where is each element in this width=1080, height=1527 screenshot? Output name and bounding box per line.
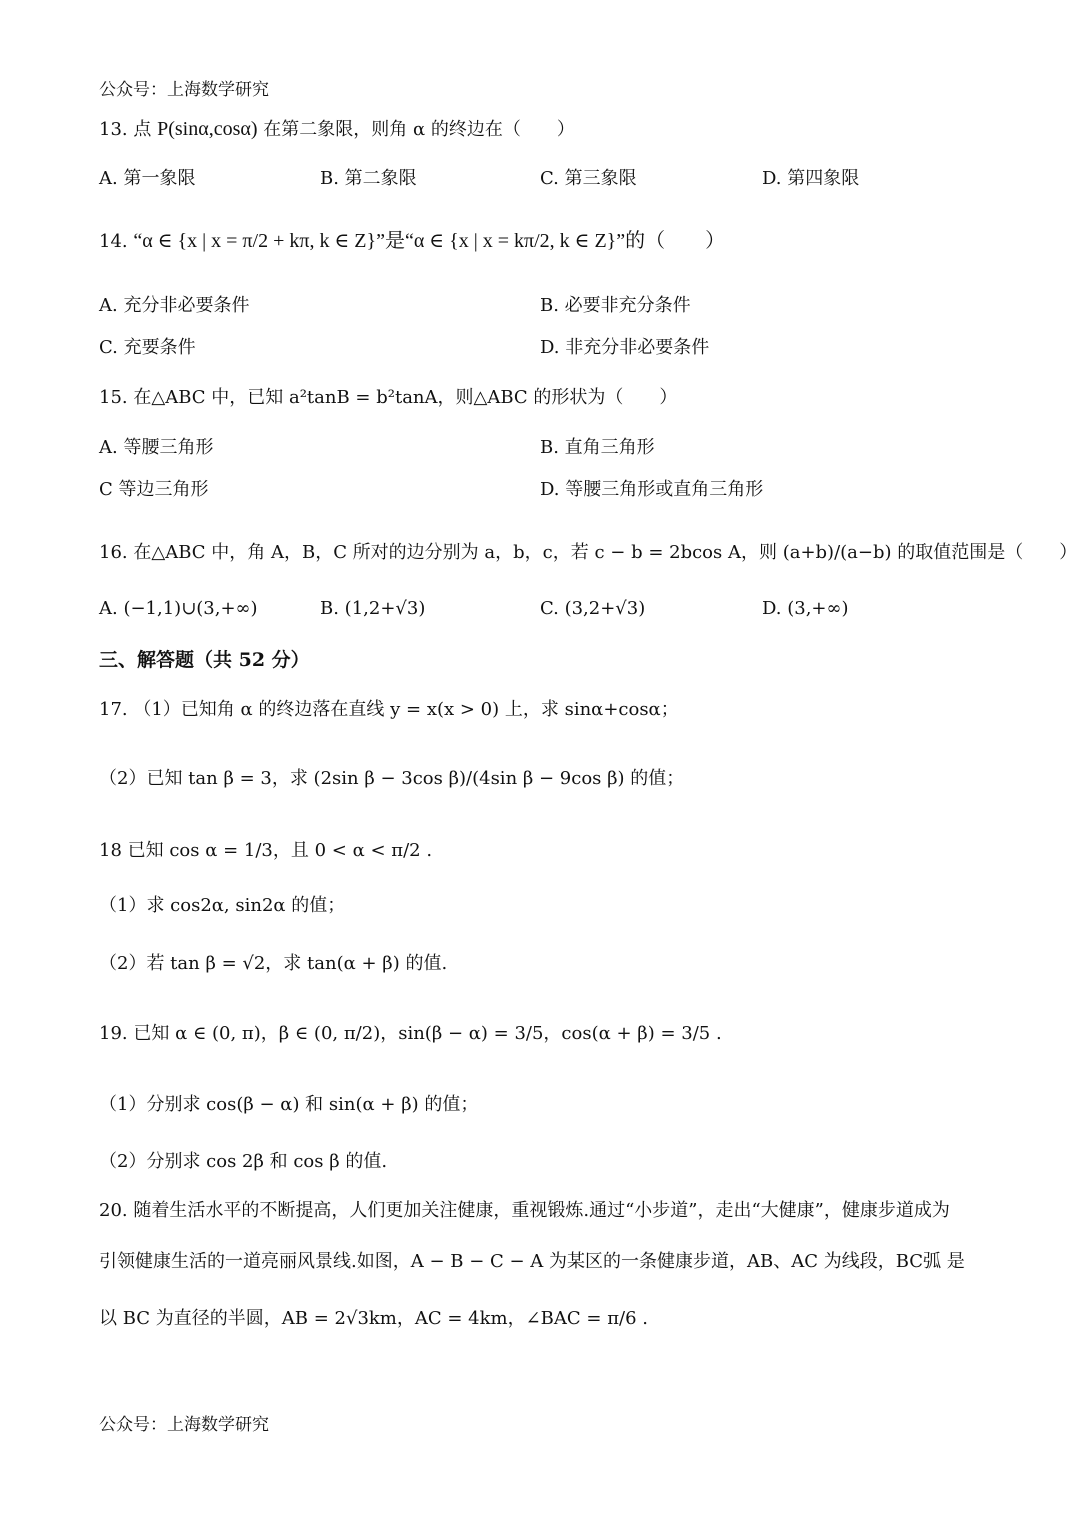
question-15-stem: 15. 在△ABC 中，已知 a²tanB = b²tanA，则△ABC 的形状为（ ）	[99, 387, 678, 408]
q15-option-c: C 等边三角形	[99, 479, 209, 500]
q19-part-1: （1）分别求 cos(β − α) 和 sin(α + β) 的值；	[99, 1094, 479, 1115]
q16-option-b: B. (1,2+√3)	[320, 598, 426, 619]
question-14-stem	[99, 229, 725, 254]
q20-line-1: 20. 随着生活水平的不断提高，人们更加关注健康，重视锻炼.通过“小步道”，走出“大健康”，健康步道成为	[99, 1200, 950, 1221]
q13-option-d: D. 第四象限	[762, 168, 860, 189]
q17-part-2: （2）已知 tan β = 3，求 (2sin β − 3cos β)/(4sin β − 9cos β) 的值；	[99, 768, 685, 789]
q17-part-1: 17. （1）已知角 α 的终边落在直线 y = x(x > 0) 上，求 sinα+cosα；	[99, 699, 679, 720]
q13-math: P(sinα,cosα)	[157, 118, 258, 140]
page-header: 公众号：上海数学研究	[99, 80, 269, 100]
q16-option-c: C. (3,2+√3)	[540, 598, 646, 619]
question-16-stem: 16. 在△ABC 中，角 A，B，C 所对的边分别为 a，b，c，若 c − b = 2bcos A，则 (a+b)/(a−b) 的取值范围是（ ）	[99, 542, 1078, 563]
q16-option-a: A. (−1,1)∪(3,+∞)	[99, 598, 258, 619]
q15-option-d: D. 等腰三角形或直角三角形	[540, 479, 764, 500]
q18-part-1: （1）求 cos2α, sin2α 的值；	[99, 895, 346, 916]
q14-option-d: D. 非充分非必要条件	[540, 337, 710, 358]
q19-stem: 19. 已知 α ∈ (0, π)，β ∈ (0, π/2)，sin(β − α) = 3/5，cos(α + β) = 3/5 .	[99, 1023, 722, 1044]
page-footer: 公众号：上海数学研究	[99, 1415, 269, 1435]
q15-option-b: B. 直角三角形	[540, 437, 655, 458]
q20-line-2: 引领健康生活的一道亮丽风景线.如图，A − B − C − A 为某区的一条健康步道，AB、AC 为线段，BC弧 是	[99, 1251, 965, 1272]
q20-line-3: 以 BC 为直径的半圆，AB = 2√3km，AC = 4km，∠BAC = π/6 .	[99, 1308, 648, 1329]
q14-option-b: B. 必要非充分条件	[540, 295, 691, 316]
q18-part-2: （2）若 tan β = √2，求 tan(α + β) 的值.	[99, 953, 448, 974]
q13-prefix: 13. 点	[99, 119, 152, 140]
q13-option-b: B. 第二象限	[320, 168, 417, 189]
q19-part-2: （2）分别求 cos 2β 和 cos β 的值.	[99, 1151, 388, 1172]
question-13-stem	[99, 117, 575, 142]
q14-option-c: C. 充要条件	[99, 337, 196, 358]
q13-option-a: A. 第一象限	[99, 168, 196, 189]
q13-option-c: C. 第三象限	[540, 168, 637, 189]
q13-suffix: 在第二象限，则角 α 的终边在（ ）	[263, 119, 575, 140]
q14-option-a: A. 充分非必要条件	[99, 295, 250, 316]
section-3-title: 三、解答题（共 52 分）	[99, 649, 310, 671]
q15-option-a: A. 等腰三角形	[99, 437, 214, 458]
q18-stem: 18 已知 cos α = 1/3，且 0 < α < π/2 .	[99, 840, 433, 861]
q16-option-d: D. (3,+∞)	[762, 598, 849, 619]
q14-number: 14.	[99, 231, 128, 252]
q14-math: “α ∈ {x | x = π/2 + kπ, k ∈ Z}”是“α ∈ {x | x = kπ/2, k ∈ Z}”的（ ）	[133, 230, 726, 252]
